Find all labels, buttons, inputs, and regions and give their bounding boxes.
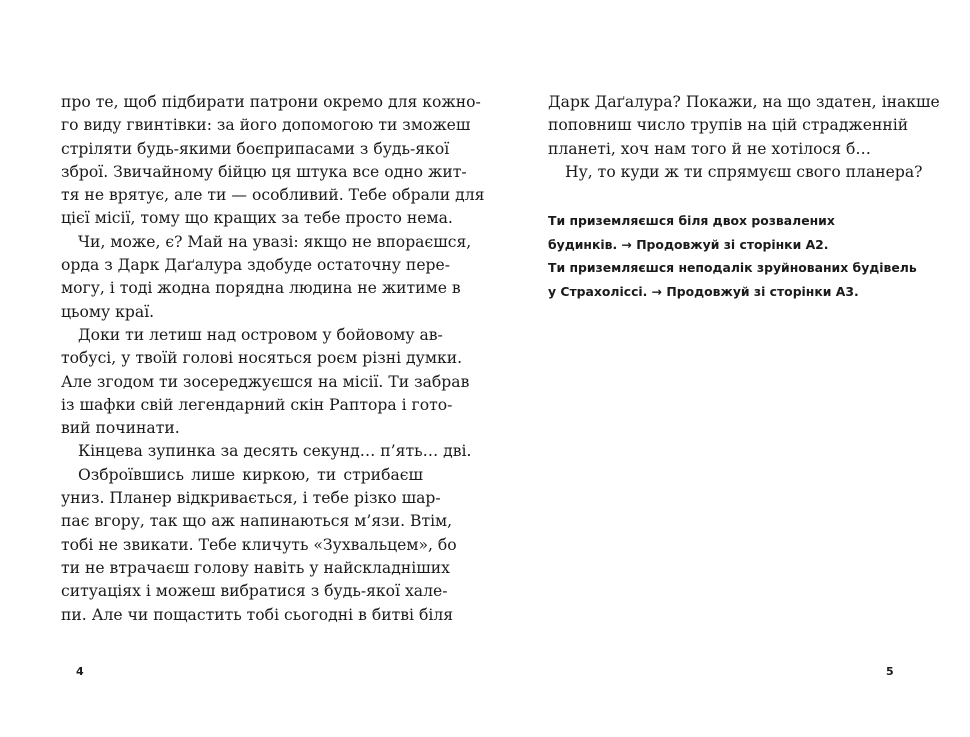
text-line: планеті, хоч нам того й не хотілося б… — [548, 139, 872, 158]
text-line: униз. Планер відкривається, і тебе різко шар- — [61, 489, 441, 508]
text-line: пає вгору, так що аж напинаються м’язи. Втім, — [61, 512, 453, 531]
text-line: го виду гвинтівки: за його допомогою ти зможеш — [61, 116, 471, 135]
text-line: орда з Дарк Даґалура здобуде остаточну пере- — [61, 256, 451, 275]
text-line: стріляти будь-якими боєприпасами з будь-якої — [61, 139, 450, 158]
text-line: тя не врятує, але ти — особливий. Тебе обрали для — [61, 186, 485, 205]
text-line: Кінцева зупинка за десять секунд… п’ять… дві. — [78, 442, 472, 461]
right-page — [485, 0, 970, 737]
text-line: зброї. Звичайному бійцю ця штука все одно жит- — [61, 162, 467, 181]
text-line: пи. Але чи пощастить тобі сьогодні в битві біля — [61, 605, 454, 624]
choice-a3-line-1[interactable]: Ти приземляєшся неподалік зруйнованих будівель — [548, 260, 917, 276]
choice-a2-line-1[interactable]: Ти приземляєшся біля двох розвалених — [548, 213, 835, 228]
page-number-left: 4 — [76, 665, 84, 678]
text-line: тобі не звикати. Тебе кличуть «Зухвальцем», бо — [61, 535, 457, 554]
text-line: цієї місії, тому що кращих за тебе просто нема. — [61, 209, 453, 228]
choice-a2-line-2[interactable]: будинків. → Продовжуй зі сторінки А2. — [548, 236, 829, 252]
text-line: Озброївшись лише киркою, ти стрибаєш — [78, 465, 423, 484]
text-line: Ну, то куди ж ти спрямуєш свого планера? — [565, 162, 923, 181]
page-number-right: 5 — [886, 665, 894, 678]
text-line: Чи, може, є? Май на увазі: якщо не впораєшся, — [78, 232, 472, 251]
left-page-text — [61, 91, 485, 627]
text-line: про те, щоб підбирати патрони окремо для кожно- — [61, 93, 481, 111]
text-line: Але згодом ти зосереджуєшся на місії. Ти забрав — [61, 372, 470, 391]
text-line: Дарк Даґалура? Покажи, на що здатен, інакше — [548, 93, 940, 111]
text-line: тобусі, у твоїй голові носяться роєм різні думки. — [61, 349, 463, 368]
text-line: могу, і тоді жодна порядна людина не житиме в — [61, 279, 461, 298]
choices-block — [548, 209, 917, 303]
text-line: поповниш число трупів на цій страдженній — [548, 116, 909, 135]
text-line: ситуаціях і можеш вибратися з будь-якої хале- — [61, 582, 448, 601]
text-line: цьому краї. — [61, 302, 155, 321]
right-page-text — [548, 91, 940, 184]
text-line: ти не втрачаєш голову навіть у найскладніших — [61, 558, 450, 577]
text-line: із шафки свій легендарний скін Раптора і гото- — [61, 395, 453, 414]
choice-a3-line-2[interactable]: у Страхоліссі. → Продовжуй зі сторінки А3. — [548, 283, 859, 299]
text-line: вий починати. — [61, 419, 180, 438]
text-line: Доки ти летиш над островом у бойовому ав- — [78, 325, 443, 344]
